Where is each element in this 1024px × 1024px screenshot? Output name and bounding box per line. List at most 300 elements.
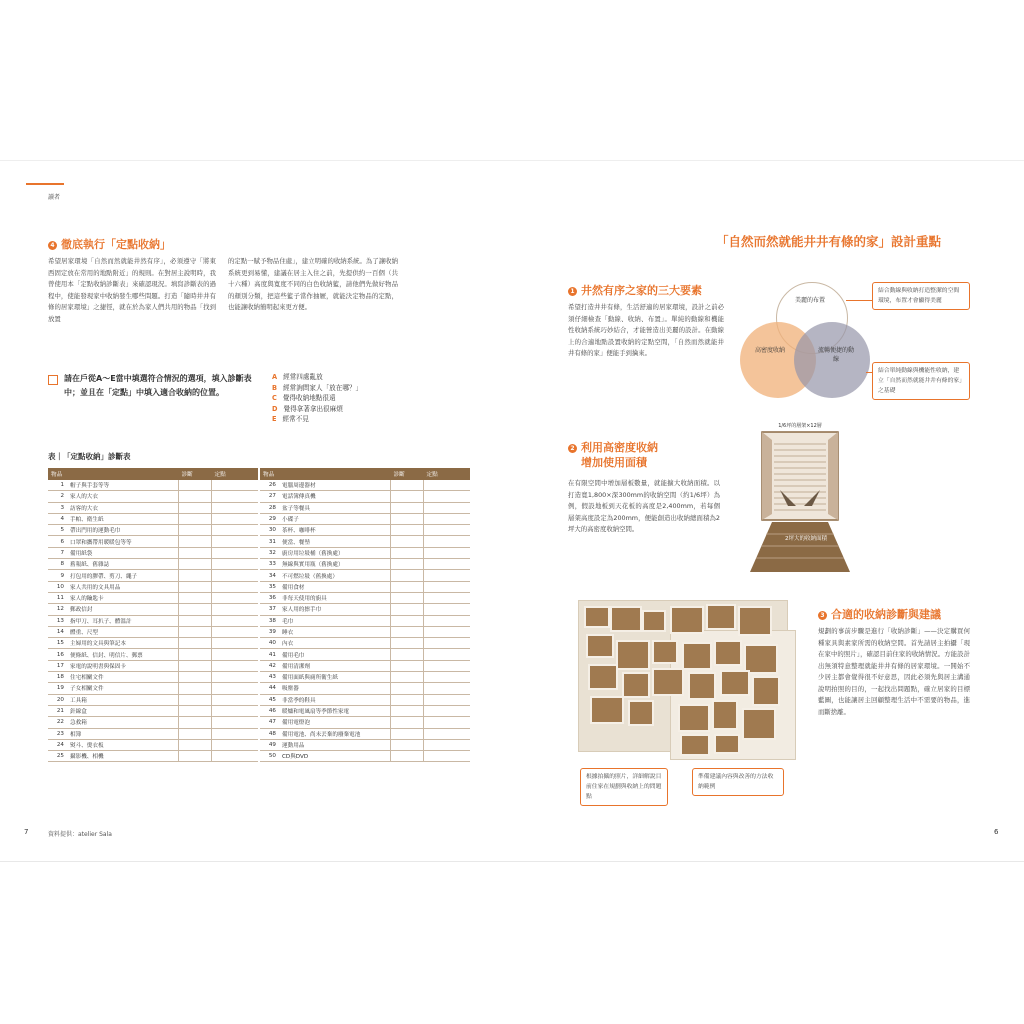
shelf-top-label: 1/6坪的層架×12層 bbox=[778, 423, 822, 429]
location-cell[interactable] bbox=[212, 694, 259, 705]
photo-thumbnail bbox=[714, 734, 740, 754]
location-cell[interactable] bbox=[424, 717, 471, 728]
diagnosis-cell[interactable] bbox=[179, 694, 212, 705]
photo-thumbnail bbox=[678, 704, 710, 732]
diagnosis-cell[interactable] bbox=[179, 581, 212, 592]
section2-number-badge: 2 bbox=[568, 444, 577, 453]
row-number: 49 bbox=[260, 739, 280, 750]
section4-title: 徹底執行「定點收納」 bbox=[61, 238, 171, 251]
photo-thumbnail bbox=[586, 634, 614, 658]
left-paragraph-col1: 希望居家環境「自然而然就能井然有序」，必須遵守「將東西固定放在常用的地點附近」的規則。在對居主說明時，我曾使用本「定點收納診斷表」來確認現況。填寫診斷表的過程中，使能發現家中收納發生哪些問題。打造「隨時井井有條的居家環境」之捷徑，就在於為家人們共用的物品「找到放置 bbox=[48, 257, 216, 323]
location-cell[interactable] bbox=[212, 502, 259, 513]
location-cell[interactable] bbox=[424, 570, 471, 581]
row-number: 44 bbox=[260, 683, 280, 694]
table-row bbox=[260, 559, 470, 570]
row-item: 家人的大衣 bbox=[68, 491, 179, 502]
row-number: 45 bbox=[260, 694, 280, 705]
row-item: 打包用的膠帶、剪刀、繩子 bbox=[68, 570, 179, 581]
row-number: 33 bbox=[260, 559, 280, 570]
row-number: 13 bbox=[48, 615, 68, 626]
location-cell[interactable] bbox=[212, 513, 259, 524]
location-cell[interactable] bbox=[424, 592, 471, 603]
location-cell[interactable] bbox=[212, 615, 259, 626]
row-number: 2 bbox=[48, 491, 68, 502]
row-item: 手帕、衛生紙 bbox=[68, 513, 179, 524]
diagnosis-cell[interactable] bbox=[179, 491, 212, 502]
table-row bbox=[48, 751, 258, 762]
row-item: 暖爐和電風扇等季節性家電 bbox=[280, 705, 391, 716]
shelf-bottom-label: 2坪大的收納面積 bbox=[785, 536, 827, 542]
location-cell[interactable] bbox=[212, 717, 259, 728]
table-row bbox=[48, 547, 258, 558]
table-header-row: 物品 診斷 定點 bbox=[48, 468, 258, 480]
row-item: 備用毛巾 bbox=[280, 649, 391, 660]
row-item: 內衣 bbox=[280, 638, 391, 649]
credit-text: 資料提供：atelier Sala bbox=[48, 831, 112, 838]
location-cell[interactable] bbox=[424, 615, 471, 626]
table-row bbox=[260, 649, 470, 660]
row-number: 6 bbox=[48, 536, 68, 547]
table-row bbox=[260, 705, 470, 716]
diagnosis-cell[interactable] bbox=[391, 660, 424, 671]
option-b: B 經常詢問家人「放在哪？」 bbox=[272, 383, 363, 392]
right-page-number: 6 bbox=[994, 828, 999, 836]
row-item: 小碟子 bbox=[280, 513, 391, 524]
photo-thumbnail bbox=[720, 670, 750, 696]
diagnosis-cell[interactable] bbox=[391, 604, 424, 615]
row-item: 備用清潔劑 bbox=[280, 660, 391, 671]
row-number: 40 bbox=[260, 638, 280, 649]
location-cell[interactable] bbox=[424, 480, 471, 491]
row-number: 43 bbox=[260, 672, 280, 683]
location-cell[interactable] bbox=[212, 480, 259, 491]
diagnosis-cell[interactable] bbox=[179, 604, 212, 615]
row-number: 46 bbox=[260, 705, 280, 716]
row-item: 備用電池、尚未丟棄的廢棄電池 bbox=[280, 728, 391, 739]
row-item: 電腦周邊器材 bbox=[280, 480, 391, 491]
photo-callout-1: 根據拍攝的照片，詳細解說目前住家在規劃與收納上的問題點 bbox=[580, 768, 668, 806]
table-row bbox=[48, 694, 258, 705]
location-cell[interactable] bbox=[424, 739, 471, 750]
row-number: 31 bbox=[260, 536, 280, 547]
table-row bbox=[48, 615, 258, 626]
row-number: 14 bbox=[48, 626, 68, 637]
diagnosis-cell[interactable] bbox=[391, 480, 424, 491]
table-row bbox=[260, 502, 470, 513]
location-cell[interactable] bbox=[212, 728, 259, 739]
row-number: 29 bbox=[260, 513, 280, 524]
location-cell[interactable] bbox=[424, 649, 471, 660]
photo-thumbnail bbox=[738, 606, 772, 636]
diagnosis-cell[interactable] bbox=[391, 751, 424, 762]
location-cell[interactable] bbox=[212, 649, 259, 660]
row-item: 家人用的擦手巾 bbox=[280, 604, 391, 615]
row-item: 主婦用的文具與筆記本 bbox=[68, 638, 179, 649]
location-cell[interactable] bbox=[212, 547, 259, 558]
table-row bbox=[48, 525, 258, 536]
diagnosis-cell[interactable] bbox=[391, 717, 424, 728]
diagnosis-cell[interactable] bbox=[179, 751, 212, 762]
row-item: 指甲刀、耳扒子、體溫計 bbox=[68, 615, 179, 626]
diagnosis-cell[interactable] bbox=[179, 672, 212, 683]
location-cell[interactable] bbox=[424, 638, 471, 649]
venn-callout-2: 結合單純動線與機能性收納，建立「自然而然就能井井有條的家」之基礎 bbox=[872, 362, 970, 400]
location-cell[interactable] bbox=[212, 672, 259, 683]
left-page-number: 7 bbox=[24, 828, 29, 836]
row-number: 15 bbox=[48, 638, 68, 649]
photo-thumbnail bbox=[670, 606, 704, 634]
diagnosis-cell[interactable] bbox=[179, 480, 212, 491]
diagnosis-cell[interactable] bbox=[391, 672, 424, 683]
location-cell[interactable] bbox=[424, 683, 471, 694]
shelf-illustration bbox=[740, 430, 860, 576]
location-cell[interactable] bbox=[424, 536, 471, 547]
row-item: 無線與實用瓶（舊換處） bbox=[280, 559, 391, 570]
table-row bbox=[48, 649, 258, 660]
row-item: 茶杯、咖啡杯 bbox=[280, 525, 391, 536]
row-number: 38 bbox=[260, 615, 280, 626]
location-cell[interactable] bbox=[212, 491, 259, 502]
location-cell[interactable] bbox=[424, 547, 471, 558]
photo-thumbnail bbox=[682, 642, 712, 670]
diagnosis-cell[interactable] bbox=[391, 683, 424, 694]
location-cell[interactable] bbox=[212, 570, 259, 581]
location-cell[interactable] bbox=[212, 592, 259, 603]
section2-title-line1: 利用高密度收納 bbox=[581, 441, 658, 454]
right-page-heading: 「自然而然就能井井有條的家」設計重點 bbox=[716, 234, 942, 249]
row-number: 39 bbox=[260, 626, 280, 637]
options-list bbox=[272, 372, 422, 425]
section1-title: 井然有序之家的三大要素 bbox=[581, 284, 702, 297]
row-number: 9 bbox=[48, 570, 68, 581]
section2-heading bbox=[568, 440, 658, 470]
row-item: 郵政信封 bbox=[68, 604, 179, 615]
location-cell[interactable] bbox=[212, 626, 259, 637]
table-row bbox=[48, 717, 258, 728]
diagnosis-cell[interactable] bbox=[179, 502, 212, 513]
photo-thumbnail bbox=[610, 606, 642, 632]
section1-number-badge: 1 bbox=[568, 287, 577, 296]
row-item: 針線盒 bbox=[68, 705, 179, 716]
row-number: 24 bbox=[48, 739, 68, 750]
table-row bbox=[48, 570, 258, 581]
table-row bbox=[48, 739, 258, 750]
option-c: C 覺得收納地點很遠 bbox=[272, 394, 336, 402]
location-cell[interactable] bbox=[424, 705, 471, 716]
location-cell[interactable] bbox=[212, 660, 259, 671]
row-number: 36 bbox=[260, 592, 280, 603]
location-cell[interactable] bbox=[424, 513, 471, 524]
location-cell[interactable] bbox=[212, 604, 259, 615]
table-row bbox=[260, 581, 470, 592]
diagnosis-cell[interactable] bbox=[179, 525, 212, 536]
table-row bbox=[48, 638, 258, 649]
table-row bbox=[260, 525, 470, 536]
row-item: 備用面紙與廁所衛生紙 bbox=[280, 672, 391, 683]
row-item: 帶出門用的運動毛巾 bbox=[68, 525, 179, 536]
location-cell[interactable] bbox=[212, 683, 259, 694]
table-row bbox=[260, 672, 470, 683]
diagnosis-cell[interactable] bbox=[391, 615, 424, 626]
table-row bbox=[48, 480, 258, 491]
diagnosis-cell[interactable] bbox=[391, 525, 424, 536]
diagnosis-cell[interactable] bbox=[391, 739, 424, 750]
venn-callout-line-1 bbox=[846, 300, 872, 301]
venn-label-right: 流暢便捷的動線 bbox=[817, 347, 854, 363]
diagnosis-cell[interactable] bbox=[179, 683, 212, 694]
location-cell[interactable] bbox=[424, 604, 471, 615]
diagnosis-cell[interactable] bbox=[179, 559, 212, 570]
table-row bbox=[48, 502, 258, 513]
row-item: 廚房用垃圾桶（舊換處） bbox=[280, 547, 391, 558]
table-row bbox=[260, 604, 470, 615]
location-cell[interactable] bbox=[212, 638, 259, 649]
row-number: 19 bbox=[48, 683, 68, 694]
table-row bbox=[260, 739, 470, 750]
venn-label-left: 高密度收納 bbox=[754, 347, 785, 354]
row-number: 26 bbox=[260, 480, 280, 491]
photo-thumbnail bbox=[742, 708, 776, 740]
row-item: 家人共用的文具用品 bbox=[68, 581, 179, 592]
row-number: 3 bbox=[48, 502, 68, 513]
section1-paragraph: 希望打造井井有條，生活舒適的居家環境，設計之前必須仔細檢查「動線、收納、布置」。單純的動線和機能性收納系統巧妙結合，才能營造出美麗的設計。在動線上的合適地點設置收納的定點空間，「自然而然就能井井有條的家」便能手到擒來。 bbox=[568, 303, 724, 357]
photo-thumbnail bbox=[688, 672, 716, 700]
diagnosis-cell[interactable] bbox=[179, 615, 212, 626]
row-item: 非當季的鞋具 bbox=[280, 694, 391, 705]
row-item: 非每天使用的廚具 bbox=[280, 592, 391, 603]
section2-paragraph: 在有限空間中增加層板數量，就能擴大收納面積。以打造寬1,800×深300mm的收納空間（約1/6坪）為例，假設地板到天花板的高度是2,400mm，若每個層架高度設定為200mm，便能創造出收納總面積為2坪大的高密度收納空間。 bbox=[568, 479, 720, 533]
diagnosis-cell[interactable] bbox=[179, 592, 212, 603]
table-row bbox=[260, 694, 470, 705]
option-a: A 經常四處亂放 bbox=[272, 373, 323, 381]
option-e: E 經常不見 bbox=[272, 415, 309, 423]
diagnosis-cell[interactable] bbox=[179, 717, 212, 728]
row-number: 25 bbox=[48, 751, 68, 762]
row-item: 便當、餐墊 bbox=[280, 536, 391, 547]
diagnosis-cell[interactable] bbox=[391, 559, 424, 570]
location-cell[interactable] bbox=[424, 660, 471, 671]
row-number: 35 bbox=[260, 581, 280, 592]
diagnosis-cell[interactable] bbox=[179, 728, 212, 739]
row-number: 16 bbox=[48, 649, 68, 660]
row-number: 11 bbox=[48, 592, 68, 603]
photo-thumbnail bbox=[622, 672, 650, 698]
diagnosis-cell[interactable] bbox=[179, 638, 212, 649]
row-number: 47 bbox=[260, 717, 280, 728]
row-item: 舊報紙、舊雜誌 bbox=[68, 559, 179, 570]
location-cell[interactable] bbox=[424, 672, 471, 683]
diagnosis-cell[interactable] bbox=[391, 705, 424, 716]
section3-paragraph: 規劃的事前步驟是進行「收納診斷」——決定購買何種家具與素家所需的收納空間。首先請居主拍攝「現在家中的照片」，確認目前住家的收納情況。方能設計出無須特意整理就能井井有條的居家環境。一開始不少居主都會覺得很不好意思，因此必須先與居主溝通說明拍照的目的，一起找出問題點，確立居家的目標藍圖，也能讓居主回顧整理生活中不需要的物品，進而斷捨離。 bbox=[818, 627, 970, 716]
diagnosis-cell[interactable] bbox=[179, 547, 212, 558]
diagnosis-cell[interactable] bbox=[391, 592, 424, 603]
row-number: 27 bbox=[260, 491, 280, 502]
photo-thumbnail bbox=[642, 610, 666, 632]
row-item: 訪客的大衣 bbox=[68, 502, 179, 513]
photo-callout-2: 準備建議內容與改善的方法收納範例 bbox=[692, 768, 784, 796]
table-row bbox=[260, 513, 470, 524]
checkbox-icon bbox=[48, 375, 58, 385]
photo-thumbnail bbox=[628, 700, 654, 726]
table-row bbox=[260, 570, 470, 581]
photo-thumbnail bbox=[590, 696, 624, 724]
location-cell[interactable] bbox=[212, 559, 259, 570]
table-row bbox=[48, 660, 258, 671]
diagnosis-cell[interactable] bbox=[179, 536, 212, 547]
row-number: 21 bbox=[48, 705, 68, 716]
row-item: 工具箱 bbox=[68, 694, 179, 705]
diagnosis-cell[interactable] bbox=[391, 536, 424, 547]
section2-title-line2: 增加使用面積 bbox=[581, 456, 647, 469]
venn-label-top: 美麗的布置 bbox=[794, 297, 825, 304]
diagnosis-cell[interactable] bbox=[391, 570, 424, 581]
row-number: 20 bbox=[48, 694, 68, 705]
row-number: 37 bbox=[260, 604, 280, 615]
diagnosis-cell[interactable] bbox=[391, 626, 424, 637]
photo-thumbnail bbox=[714, 640, 742, 666]
row-number: 50 bbox=[260, 751, 280, 762]
row-number: 7 bbox=[48, 547, 68, 558]
table-row bbox=[48, 683, 258, 694]
location-cell[interactable] bbox=[212, 751, 259, 762]
left-paragraph-col2: 的定點一賦予物品住處」，建立明確的收納系統。為了讓收納系統更到易懂，建議在居主入住之前，先提供約一百個（共十六種）高度與寬度不同的白色收納籃，請他們先做好物品的顏別分類，把這些籃子當作抽屜，就能決定物品的定點，也能讓收納簡明起來更方便。 bbox=[228, 257, 398, 311]
row-item: 備用紙袋 bbox=[68, 547, 179, 558]
diagnosis-cell[interactable] bbox=[179, 705, 212, 716]
diagnosis-cell[interactable] bbox=[391, 581, 424, 592]
location-cell[interactable] bbox=[212, 705, 259, 716]
section3-number-badge: 3 bbox=[818, 611, 827, 620]
photo-thumbnail bbox=[680, 734, 710, 756]
location-cell[interactable] bbox=[424, 626, 471, 637]
instruction-text: 請在戶從A～E當中填選符合情況的選項，填入診斷表中；並且在「定點」中填入適合收納的位置。 bbox=[64, 374, 252, 397]
table-row bbox=[48, 626, 258, 637]
row-number: 18 bbox=[48, 672, 68, 683]
table-row bbox=[48, 672, 258, 683]
table-row bbox=[260, 660, 470, 671]
diagnosis-cell[interactable] bbox=[179, 513, 212, 524]
section3-heading bbox=[818, 606, 941, 622]
row-item: 不可燃垃圾（舊換處） bbox=[280, 570, 391, 581]
diagnosis-cell[interactable] bbox=[391, 502, 424, 513]
row-item: 備用電燈泡 bbox=[280, 717, 391, 728]
row-item: 盆子等餐具 bbox=[280, 502, 391, 513]
location-cell[interactable] bbox=[424, 491, 471, 502]
location-cell[interactable] bbox=[424, 751, 471, 762]
diagnosis-cell[interactable] bbox=[179, 626, 212, 637]
row-item: 電話簿傳真機 bbox=[280, 491, 391, 502]
row-item: 備用食材 bbox=[280, 581, 391, 592]
section4-number-badge: 4 bbox=[48, 241, 57, 250]
row-item: CD與DVD bbox=[280, 751, 391, 762]
table-row bbox=[48, 581, 258, 592]
row-item: 睡衣 bbox=[280, 626, 391, 637]
option-d: D 覺得拿著拿出很麻煩 bbox=[272, 404, 343, 413]
diagnosis-cell[interactable] bbox=[391, 513, 424, 524]
section3-title: 合適的收納診斷與建議 bbox=[831, 608, 941, 621]
running-title: 讀者 bbox=[48, 194, 61, 201]
table-row bbox=[260, 491, 470, 502]
section1-heading bbox=[568, 282, 702, 298]
diagnosis-cell[interactable] bbox=[391, 728, 424, 739]
table-row bbox=[260, 536, 470, 547]
table-row bbox=[48, 536, 258, 547]
diagnosis-cell[interactable] bbox=[179, 739, 212, 750]
row-item: 攝影機、相機 bbox=[68, 751, 179, 762]
table-row bbox=[48, 728, 258, 739]
header-accent-line bbox=[26, 183, 64, 185]
diagnosis-cell[interactable] bbox=[179, 649, 212, 660]
diagnosis-cell[interactable] bbox=[179, 570, 212, 581]
venn-callout-1: 結合動線與收納打造整潔的空間環境，布置才會顯得美麗 bbox=[872, 282, 970, 310]
diagnosis-table-2 bbox=[260, 468, 470, 762]
diagnosis-cell[interactable] bbox=[391, 649, 424, 660]
photo-thumbnail bbox=[652, 668, 684, 696]
location-cell[interactable] bbox=[424, 581, 471, 592]
location-cell[interactable] bbox=[424, 559, 471, 570]
row-item: 住宅相關文件 bbox=[68, 672, 179, 683]
row-item: 吸塵器 bbox=[280, 683, 391, 694]
row-item: 口罩和攜帶用暖暖包等等 bbox=[68, 536, 179, 547]
location-cell[interactable] bbox=[212, 536, 259, 547]
row-item: 體重、尺型 bbox=[68, 626, 179, 637]
row-number: 32 bbox=[260, 547, 280, 558]
row-number: 28 bbox=[260, 502, 280, 513]
row-number: 22 bbox=[48, 717, 68, 728]
diagnosis-table-1 bbox=[48, 468, 258, 762]
table-header-row: 物品 診斷 定點 bbox=[260, 468, 470, 480]
table-row bbox=[260, 547, 470, 558]
location-cell[interactable] bbox=[212, 739, 259, 750]
diagnosis-cell[interactable] bbox=[391, 638, 424, 649]
photo-thumbnail bbox=[584, 606, 610, 628]
table-caption: 表｜「定點收納」診斷表 bbox=[48, 452, 131, 461]
location-cell[interactable] bbox=[212, 581, 259, 592]
table-row bbox=[260, 615, 470, 626]
location-cell[interactable] bbox=[424, 525, 471, 536]
row-number: 8 bbox=[48, 559, 68, 570]
table-row bbox=[48, 559, 258, 570]
diagnosis-cell[interactable] bbox=[179, 660, 212, 671]
row-item: 家人的鑰匙卡 bbox=[68, 592, 179, 603]
location-cell[interactable] bbox=[212, 525, 259, 536]
diagnosis-cell[interactable] bbox=[391, 694, 424, 705]
row-item: 家電的說明書與保固卡 bbox=[68, 660, 179, 671]
row-number: 30 bbox=[260, 525, 280, 536]
table-row bbox=[260, 683, 470, 694]
location-cell[interactable] bbox=[424, 694, 471, 705]
row-number: 4 bbox=[48, 513, 68, 524]
photo-thumbnail bbox=[752, 676, 780, 706]
row-number: 12 bbox=[48, 604, 68, 615]
row-number: 17 bbox=[48, 660, 68, 671]
row-item: 便條紙、信封、明信片、郵票 bbox=[68, 649, 179, 660]
row-number: 1 bbox=[48, 480, 68, 491]
row-number: 5 bbox=[48, 525, 68, 536]
location-cell[interactable] bbox=[424, 502, 471, 513]
location-cell[interactable] bbox=[424, 728, 471, 739]
row-item: 急救箱 bbox=[68, 717, 179, 728]
diagnosis-cell[interactable] bbox=[391, 491, 424, 502]
row-item: 子女相關文件 bbox=[68, 683, 179, 694]
diagnosis-cell[interactable] bbox=[391, 547, 424, 558]
table-row bbox=[260, 638, 470, 649]
table-row bbox=[260, 626, 470, 637]
photo-thumbnail bbox=[712, 700, 738, 730]
row-number: 48 bbox=[260, 728, 280, 739]
row-item: 運動用品 bbox=[280, 739, 391, 750]
table-row bbox=[48, 491, 258, 502]
row-item: 毛巾 bbox=[280, 615, 391, 626]
